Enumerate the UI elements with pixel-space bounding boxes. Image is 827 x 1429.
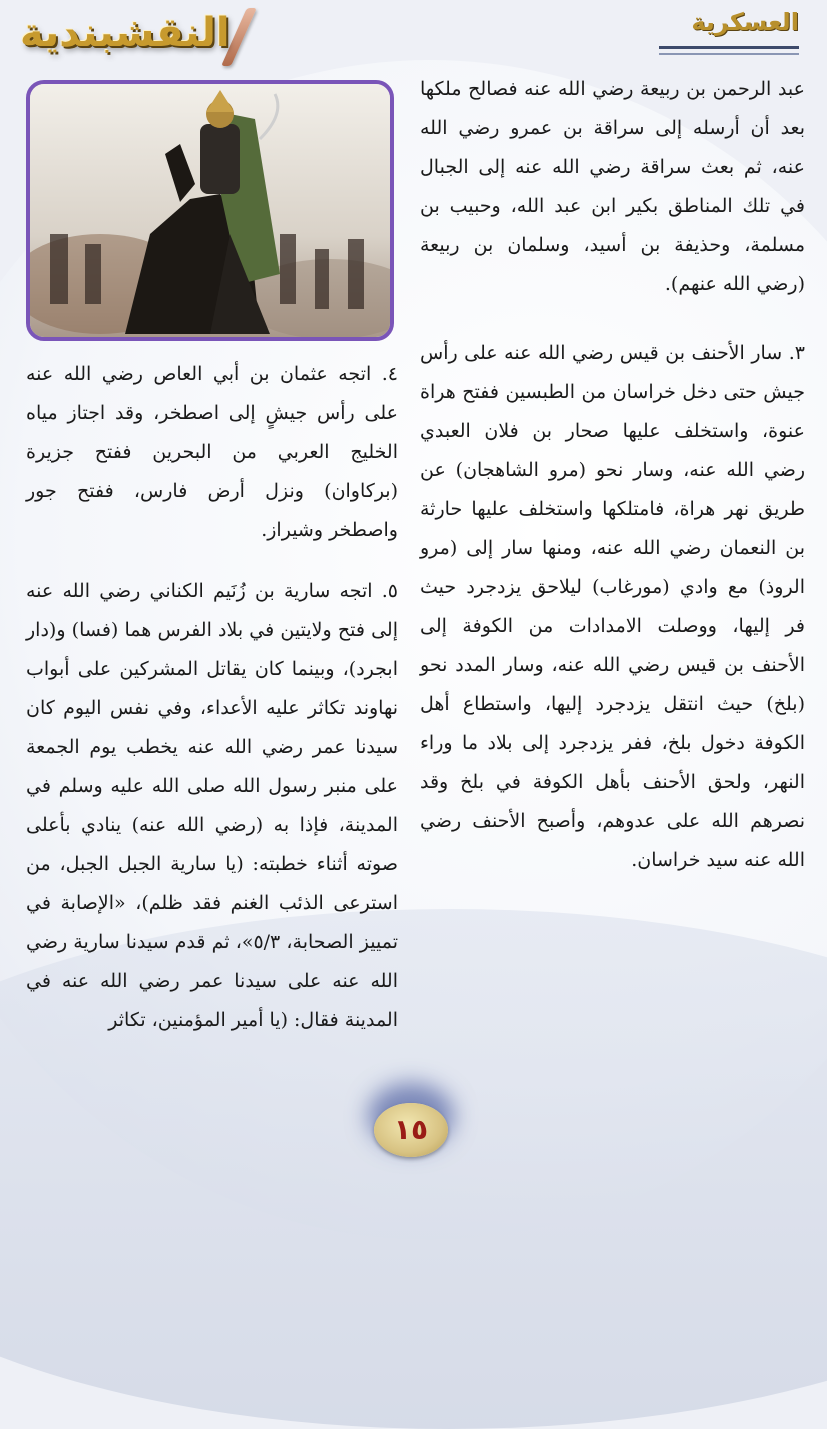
right-text-column (420, 70, 805, 910)
header-rule (659, 46, 799, 49)
battle-scene-illustration (30, 84, 390, 337)
page-number: ١٥ (393, 1113, 429, 1146)
paragraph: ٥. اتجه سارية بن زُنَيم الكناني رضي الله عنه إلى فتح ولايتين في بلاد الفرس هما (فسا) و(دار ابجرد)، وبينما كان يقاتل المشركين على أبواب نهاوند تكاثر عليه الأعداء، وفي نفس اليوم كان سيدنا عمر رضي الله عنه يخطب يوم الجمعة على منبر رسول الله صلى الله عليه وسلم في المدينة، فإذا به (رضي الله عنه) ينادي بأعلى صوته أثناء خطبته: (يا سارية الجبل الجبل، من استرعى الذئب الغنم فقد ظلم)، «الإصابة في تمييز الصحابة، ٥/٣»، ثم قدم سيدنا سارية رضي الله عنه على سيدنا عمر رضي الله عنه في المدينة فقال: (يا أمير المؤمنين، تكاثر (26, 580, 398, 1031)
header-rule-thin (659, 53, 799, 55)
section-header (659, 8, 799, 56)
left-text-column (26, 355, 398, 1070)
battle-photo (26, 80, 394, 341)
page-number-badge (374, 1103, 448, 1157)
section-title: العسكرية (691, 8, 799, 36)
brand-title: النقشبندية (20, 10, 230, 56)
paragraph: ٣. سار الأحنف بن قيس رضي الله عنه على رأس جيش حتى دخل خراسان من الطبسين ففتح هراة عنوة، واستخلف عليها صحار بن فلان العبدي رضي الله عنه، وسار نحو (مرو الشاهجان) عن طريق نهر هراة، فامتلكها واستخلف عليها حارثة بن النعمان رضي الله عنه، ومنها سار إلى (مرو الروذ) مع وادي (مورغاب) ليلاحق يزدجرد حيث فر إليها، ووصلت الامدادات من الكوفة إلى الأحنف بن قيس رضي الله عنه، وسار المدد نحو (بلخ) حيث انتقل يزدجرد إليها، واستطاع أهل الكوفة دخول بلخ، ففر يزدجرد إلى بلاد ما وراء النهر، ولحق الأحنف بأهل الكوفة في بلخ وقد نصرهم الله على عدوهم، وأصبح الأحنف رضي الله عنه سيد خراسان. (420, 342, 805, 871)
paragraph: عبد الرحمن بن ربيعة رضي الله عنه فصالح ملكها بعد أن أرسله إلى سراقة بن عمرو رضي الله عنه، ثم بعث سراقة رضي الله عنه إلى الجبال في تلك المناطق بكير ابن عبد الله، وحبيب بن مسلمة، وحذيفة بن أسيد، وسلمان بن ربيعة (رضي الله عنهم). (420, 78, 805, 295)
brand-header (6, 6, 296, 76)
paragraph: ٤. اتجه عثمان بن أبي العاص رضي الله عنه على رأس جيشٍ إلى اصطخر، وقد اجتاز مياه الخليج العربي من البحرين ففتح جزيرة (بركاوان) ونزل أرض فارس، ففتح جور واصطخر وشيراز. (26, 363, 398, 541)
